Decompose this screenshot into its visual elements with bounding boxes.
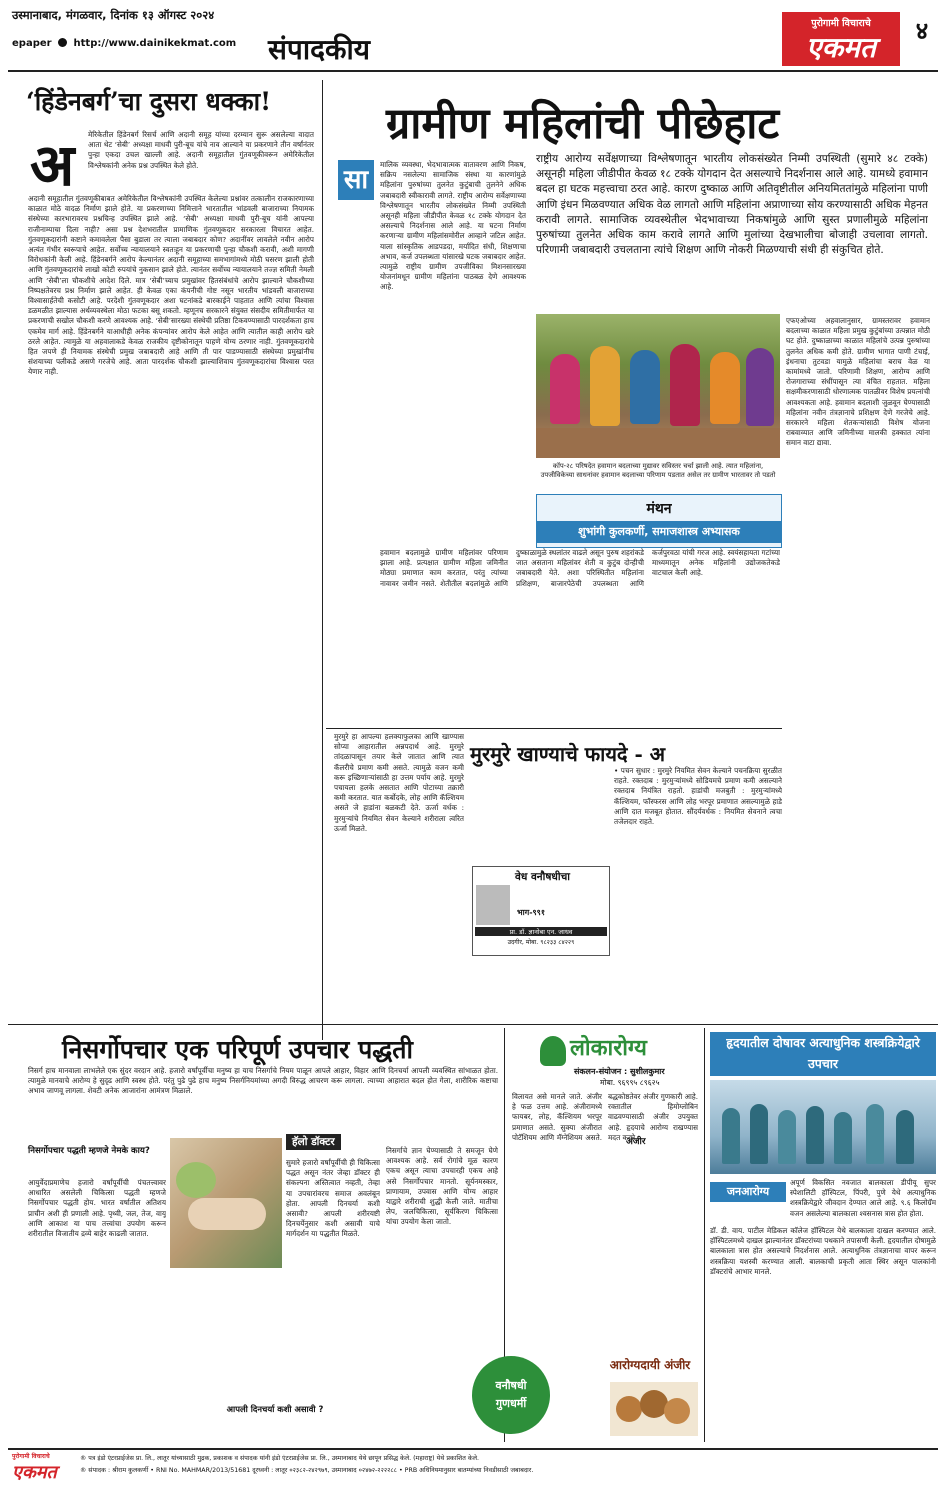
feature-col3: एफएओच्या अहवालानुसार, ग्रामस्तरावर हवामान बदलाच्या काळात महिला प्रमुख कुटुंबांच्या उत्पन्नात मोठी घट होते. दुष्काळाच्या काळात महिलांचे उत्पन्न पुरुषांच्या तुलनेत अधिक कमी होते. ग्रामीण भागात पाणी टंचाई, इंधनाचा तुटवडा यामुळे महिलांचा बराच वेळ या कामांमध्ये जातो. परिणामी शिक्षण, आरोग्य आणि रोजगाराच्या संधींपासून त्या वंचित राहतात. महिला सक्षमीकरणासाठी धोरणात्मक पातळीवर विशेष प्रयत्नांची आवश्यकता आहे. हवामान बदलाशी जुळवून घेण्यासाठी महिलांना नवीन तंत्रज्ञानाचे प्रशिक्षण देणे गरजेचे आहे. सरकारने महिला शेतकऱ्यांसाठी विशेष योजना राबवाव्यात आणि जमिनीच्या मालकी हक्कात त्यांना समान वाटा द्यावा.	[786, 316, 930, 448]
surgery-photo	[710, 1080, 936, 1174]
mid-rule	[8, 1024, 938, 1025]
herbal-badge	[472, 1356, 550, 1434]
feature-photo	[536, 314, 780, 458]
column-rule	[322, 80, 323, 1040]
health-body-2: • पचन सुधार : मुरमुरे नियमित सेवन केल्याने पचनक्रिया सुरळीत राहते. रक्तदाब : मुरमुऱ्यांमध्ये सोडियमचे प्रमाण कमी असल्याने रक्तदाब नियंत्रित राहतो. हाडांची मजबुती : मुरमुऱ्यांमध्ये कॅल्शियम, फॉस्फरस आणि लोह भरपूर प्रमाणात असल्यामुळे हाडे आणि दात मजबूत होतात. सौंदर्यवर्धक : नियमित सेवनाने त्वचा तजेलदार राहते.	[614, 766, 782, 827]
health-author-box	[472, 866, 610, 956]
feature-dropcap: सा	[338, 160, 374, 200]
nature-question: निसर्गोपचार पद्धती म्हणजे नेमके काय?	[28, 1146, 150, 1156]
editorial-lead: मेरिकेतील हिंडेनबर्ग रिसर्च आणि अदानी समूह यांच्या दरम्यान सुरू असलेल्या वादात आता थेट ‘सेबी’ अध्यक्षा माधवी पुरी-बूच यांचे नाव आल्याने या प्रकरणाने तीन वर्षांनंतर पुन्हा एकदा उचल खाल्ली आहे. अदानी समूहातील गुंतवणूकीवरून अमेरिकेतील विश्लेषकांनी अनेक प्रश्न उपस्थित केले होते.	[88, 130, 314, 170]
lokarogya-compiler: संकलन-संयोजन : सुशीलकुमार	[574, 1067, 665, 1076]
herbal-badge-line2: गुणधर्मी	[495, 1397, 527, 1410]
section-title: संपादकीय	[268, 33, 370, 66]
epaper-url: http://www.dainikekmat.com	[73, 38, 237, 49]
nature-headline: निसर्गोपचार एक परिपूर्ण उपचार पद्धती	[62, 1035, 413, 1064]
feature-lead: राष्ट्रीय आरोग्य सर्वेक्षणाच्या विश्लेषणातून भारतीय लोकसंख्येत निम्मी उपस्थिती (सुमारे ४८ टक्के) असूनही महिला जीडीपीत केवळ १८ टक्के योगदान देत असल्याचे निदर्शनास आले आहे. यामध्ये हवामान बदल हा घटक महत्त्वाचा ठरत आहे. कारण दुष्काळ आणि अतिवृष्टीतील अनियमिततांमुळे महिलांना पाणी आणि इंधन मिळवण्यात अधिक वेळ लागतो आणि महिलांना अप्राणाच्या सोय करण्यासाठी अधिक मेहनत करावी लागते. सामाजिक व्यवस्थेतील भेदभावाच्या निकषांमुळे आणि सुस्त प्रणालीमुळे महिलांना पुरुषांच्या तुलनेत अधिक काम करावे लागते आणि मुलांच्या देखभालीचा बोजाही उचलावा लागतो. परिणामी जबाबदारी उचलताना त्यांचे शिक्षण आणि नोकरी मिळण्याची संधी ही संकुचित होते.	[536, 153, 928, 257]
footer-logo	[12, 1452, 74, 1486]
header-dateline: उस्मानाबाद, मंगळवार, दिनांक १३ ऑगस्ट २०२४	[12, 8, 215, 22]
author-photo	[476, 885, 510, 925]
fig-badge: आरोग्यदायी अंजीर	[609, 1358, 691, 1372]
header-rule	[8, 70, 938, 72]
editorial-dropcap: अ	[30, 131, 75, 199]
hello-doctor-tag: हॅलो डॉक्टर	[286, 1134, 341, 1150]
feature-headline: ग्रामीण महिलांची पीछेहाट	[386, 99, 780, 149]
footer-rule	[8, 1448, 938, 1450]
herbal-badge-line1: वनौषधी	[495, 1379, 527, 1392]
epaper-link[interactable]	[12, 38, 236, 49]
column-title: वेध वनौषधीचा	[515, 871, 570, 883]
feature-col1: मालिक व्यवस्था, भेदभावात्मक वातावरण आणि निकष, सक्रिय नसलेल्या सामाजिक संस्था या कारणांमुळे महिलांना पुरुषांच्या तुलनेत कुटुंबाची तुलनेने अधिक जबाबदारी स्वीकारावी लागते. राष्ट्रीय आरोग्य सर्वेक्षणाच्या विश्लेषणातून भारतीय लोकसंख्येत निम्मी उपस्थिती असूनही महिला जीडीपीत केवळ १८ टक्के योगदान देत असल्याचे निदर्शनास आले आहे. या घटना निर्माण करणाऱ्या ग्रामीण महिलांसमोरील आव्हाने जटिल आहेत. याला सांस्कृतिक आडपडदा, मर्यादित संधी, शिक्षणाचा अभाव, कर्ज उपलब्धता यांसारखे घटक जबाबदार आहेत. त्यामुळे राष्ट्रीय ग्रामीण उपजीविका मिशनसारख्या योजनांमधून ग्रामीण महिलांना पाठबळ देणे आवश्यक आहे.	[380, 160, 526, 292]
health-part: भाग-९९१	[517, 908, 545, 917]
nature-intro: निसर्ग हाच मानवाला लाभलेले एक सुंदर वरदान आहे. हजारो वर्षांपूर्वीचा मनुष्य हा याच निसर्गाचे नियम पाळून आपले आहार, विहार आणि दिनचर्या आपली व्यवस्थित सांभाळत होता. त्यामुळे मानवाचे आरोग्य हे सुदृढ आणि स्वस्थ होते. परंतु पुढे पुढे हाच मनुष्य निसर्गनियमांच्या अगदी विरुद्ध आचरण करू लागला. त्याच्या आहारात बदल होत गेला, शारीरिक कष्टाचा अभाव जाणवू लागला. शेवटी अनेक आजारांना आमंत्रण मिळाले.	[28, 1066, 498, 1096]
author-name: प्रा. डॉ. ज्ञानोबा एन. जाधव	[475, 927, 607, 936]
masthead-logo: एकमत	[806, 31, 876, 64]
footer-editor-line: ® संपादक : श्रीराम कुलकर्णी • RNI No. MAHMAR/2013/51681 दूरध्वनी : लातूर ०२३८२-२४२९७९, उस्मानाबाद ०२४७२-२२२२८८ • PRB अधिनियमानुसार बातम्यांच्या निवडीसाठी जबाबदार.	[80, 1467, 534, 1474]
footer-brand-tag: पुरोगामी विचाराचे	[12, 1453, 50, 1460]
link-icon	[58, 38, 67, 47]
author-contact: उदगीर, मोबा. ९८२३३ ८४२२९	[507, 939, 575, 946]
surgery-tag: जनआरोग्य	[710, 1182, 786, 1202]
footer-brand: एकमत	[12, 1462, 57, 1483]
byline-title: मंथन	[646, 501, 672, 517]
feature-col2: हवामान बदलामुळे ग्रामीण महिलांवर परिणाम झाला आहे. प्रत्यक्षात ग्रामीण महिला जमिनीत मोठ्या प्रमाणात काम करतात, परंतु त्यांच्या नावावर जमीन नसते. शेतीतील बदलांमुळे आणि दुष्काळामुळे स्थलांतर वाढले असून पुरुष शहरांकडे जात असताना महिलांवर शेती व कुटुंब दोन्हीची जबाबदारी येते. अशा परिस्थितीत महिलांना प्रशिक्षण, बाजारपेठेची उपलब्धता आणि कर्जपुरवठा यांची गरज आहे. स्वयंसहायता गटांच्या माध्यमातून अनेक महिलांनी उद्योजकतेकडे वाटचाल केली आहे.	[380, 548, 780, 588]
nature-body: आयुर्वेदाप्रमाणेच हजारो वर्षांपूर्वीची पंचतत्त्वावर आधारित असलेली चिकित्सा पद्धती म्हणजे निसर्गोपचार पद्धती होय. भारत वर्षातील अतिशय प्राचीन अशी ही प्रणाली आहे. पृथ्वी, जल, तेज, वायू आणि आकाश या पाच तत्त्वांचा उपयोग करून शरीरातील विजातीय द्रव्ये बाहेर काढली जातात.	[28, 1178, 166, 1239]
page-number: ४	[915, 16, 929, 45]
health-body: मुरमुरे हा आपल्या हलक्याफुलका आणि खाण्यास सोप्या आहारातील अन्नपदार्थ आहे. मुरमुरे तांदळापासून तयार केले जातात आणि त्यात कॅलरीचे प्रमाण कमी असते. त्यामुळे वजन कमी करू इच्छिणाऱ्यांसाठी हा उत्तम पर्याय आहे. मुरमुरे पचायला हलके असतात आणि पोटाच्या तक्रारी कमी करतात. यात कर्बोदके, लोह आणि कॅल्शियम असते जे हाडांना बळकटी देते. ऊर्जा वर्धक : मुरमुऱ्यांचे नियमित सेवन केल्याने शरीराला त्वरित ऊर्जा मिळते.	[334, 732, 464, 833]
footer-imprint: ® पत्र इंडो एंटरप्राईजेस प्रा. लि., लातूर यांच्यासाठी मुद्रक, प्रकाशक व संपादक यांनी इंडो एंटरप्राईजेस प्रा. लि., उस्मानाबाद येथे छापून प्रसिद्ध केले. (महाराष्ट्र) येथे प्रकाशित केले.	[80, 1455, 479, 1462]
nature-question-2: आपली दिनचर्या कशी असावी ?	[226, 1404, 324, 1414]
lokarogya-brand: लोकारोग्य	[570, 1035, 647, 1061]
masthead	[782, 12, 900, 66]
surgery-headline: हृदयातील दोषावर अत्याधुनिक शस्त्रक्रियेद्वारे उपचार	[710, 1032, 936, 1076]
nature-photo	[170, 1138, 282, 1268]
byline-box	[536, 494, 782, 548]
byline-author: शुभांगी कुलकर्णी, समाजशास्त्र अभ्यासक	[537, 521, 781, 543]
lokarogya-contact: मोबा. ९६९९५ ८९६२५	[600, 1078, 660, 1087]
nature-body-3: निसर्गाचे ज्ञान घेण्यासाठी ते समजून घेणे आवश्यक आहे. सर्व रोगांचे मूळ कारण एकच असून त्याचा उपचारही एकच आहे असे निसर्गोपचार मानतो. सूर्यनमस्कार, प्राणायाम, उपवास आणि योग्य आहार याद्वारे शरीराची शुद्धी केली जाते. मातीचा लेप, जलचिकित्सा, सूर्यकिरण चिकित्सा यांचा उपयोग केला जातो.	[386, 1146, 498, 1227]
nature-body-2: सुमारे हजारो वर्षांपूर्वीची ही चिकित्सा पद्धत असून नंतर जेव्हा डॉक्टर ही संकल्पना अस्तित्वात नव्हती, तेव्हा या उपचारांवरच समाज अवलंबून होता. आपली दिनचर्या कशी असावी? आपली शरीरयष्टी दिनचर्येनुसार कशी असावी याचे मार्गदर्शन या पद्धतीत मिळते.	[286, 1158, 380, 1239]
health-headline: मुरमुरे खाण्याचे फायदे - अ	[470, 742, 666, 766]
feature-photo-caption: कॉप-२८ परिषदेत हवामान बदलाच्या मुद्यावर सविस्तर चर्चा झाली आहे. त्यात महिलांना, उपजीविकेच्या साधनांवर हवामान बदलाच्या परिणाम पडतात असेल तर ग्रामीण भारतावर तो पडतो	[540, 462, 776, 479]
surgery-body: डॉ. डी. वाय. पाटील मेडिकल कॉलेज हॉस्पिटल येथे बालकाला दाखल करण्यात आले. हॉस्पिटलमध्ये दाखल झाल्यानंतर डॉक्टरांच्या पथकाने तपासणी केली. हृदयातील दोषामुळे बालकाला त्रास होत असल्याचे निदर्शनास आले. अत्याधुनिक तंत्रज्ञानाचा वापर करून शस्त्रक्रिया यशस्वी करण्यात आली. बालकाची प्रकृती आता स्थिर असून पालकांनी डॉक्टरांचे आभार मानले.	[710, 1226, 936, 1276]
surgery-intro: अपूर्ण विकसित नवजात बालकाला डीपीयू सुपर स्पेशालिटी हॉस्पिटल, पिंपरी, पुणे येथे अत्याधुनिक शस्त्रक्रियेद्वारे जीवदान देण्यात आले आहे. ९.६ किलोग्रॅम वजन असलेल्या बालकाला श्वसनास त्रास होत होता.	[790, 1178, 936, 1218]
fig-text: विलायत असे मानले जाते. अंजीर हे फळ उत्तम आहे. अंजीरामध्ये फायबर, लोह, कॅल्शियम भरपूर प्रमाणात असते. सुक्या अंजीरात पोटॅशियम आणि मॅग्नेशियम असते. बद्धकोष्ठतेवर अंजीर गुणकारी आहे. रक्तातील हिमोग्लोबिन वाढवण्यासाठी अंजीर उपयुक्त आहे. हृदयाचे आरोग्य राखण्यास मदत करते.	[512, 1092, 698, 1142]
masthead-tagline: पुरोगामी विचाराचे	[811, 18, 871, 29]
lotus-icon	[540, 1036, 566, 1066]
epaper-label: epaper	[12, 38, 52, 49]
health-rule	[326, 728, 782, 729]
editorial-headline: ‘हिंडेनबर्ग’चा दुसरा धक्का!	[26, 87, 272, 116]
editorial-body: अदानी समूहातील गुंतवणूकीबाबत अमेरिकेतील विश्लेषकांनी उपस्थित केलेल्या प्रश्नांवर तत्कालीन राजकारणाच्या काळात मोठे वादळ निर्माण झाले होते. या प्रकरणाच्या निमित्ताने भारतातील भांडवली बाजाराच्या नियामक संस्थेच्या कारभारावरच प्रश्नचिन्ह उपस्थित झाले आहे. ‘सेबी’ अध्यक्षा माधवी पुरी-बूच यांनी आपल्या राजीनाम्याचा दिला नाही? असा प्रश्न देशभरातील प्रामाणिक गुंतवणूकदार सरकारला विचारत आहेत. गुंतवणूकदारांनी कष्टाने कमावलेला पैसा बुडाला तर त्याला जबाबदार कोण? अदानींवर लावलेले नवीन आरोप अत्यंत गंभीर स्वरूपाचे आहेत. सर्वोच्च न्यायालयाने स्वतःहून या प्रकरणाची पुन्हा चौकशी करावी, अशी मागणी विरोधकांनी केली आहे. हिंडेनबर्गने आरोप केल्यानंतर अदानी समूहाच्या समभागांमध्ये मोठी घसरण झाली होती आणि गुंतवणूकदारांचे लाखो कोटी रुपयांचे नुकसान झाले होते. त्यानंतर सर्वोच्च न्यायालयाने तज्ज्ञ समिती नेमली आणि ‘सेबी’ला चौकशीचे आदेश दिले. मात्र ‘सेबी’च्याच प्रमुखांवर हितसंबंधांचे आरोप झाल्याने चौकशीच्या निष्पक्षतेवरच प्रश्न निर्माण झाले आहेत. ही केवळ एका कंपनीची गोष्ट नसून भारतीय भांडवली बाजाराच्या विश्वासार्हतेची कसोटी आहे. परदेशी गुंतवणूकदार अशा घटनांकडे बारकाईने पाहतात आणि त्यांचा विश्वास डळमळीत झाल्यास अर्थव्यवस्थेला मोठा फटका बसू शकतो. म्हणूनच सरकारने संयुक्त संसदीय समितीमार्फत या प्रकरणाची सखोल चौकशी करणे आवश्यक आहे. ‘सेबी’सारख्या संस्थेची प्रतिष्ठा टिकवण्यासाठी पारदर्शकता हाच एकमेव मार्ग आहे. हिंडेनबर्गने याआधीही अनेक कंपन्यांवर आरोप केले आहेत आणि त्यातील काही आरोप खरे ठरले आहेत. त्यामुळे या अहवालाकडे केवळ राजकीय दृष्टीकोनातून पाहणे योग्य ठरणार नाही. गुंतवणूकदारांचे हित जपणे ही नियामक संस्थेची प्रमुख जबाबदारी आहे आणि ती पार पाडण्यासाठी संस्थेच्या प्रमुखांनीच संशयाच्या पलीकडे असणे गरजेचे आहे. आता पारदर्शक चौकशी झाल्याशिवाय गुंतवणूकदारांचा विश्वास परत येणार नाही.	[28, 194, 314, 377]
fig-title: अंजीर	[626, 1137, 646, 1147]
column-rule-3	[704, 1028, 705, 1442]
fig-photo	[610, 1382, 698, 1436]
